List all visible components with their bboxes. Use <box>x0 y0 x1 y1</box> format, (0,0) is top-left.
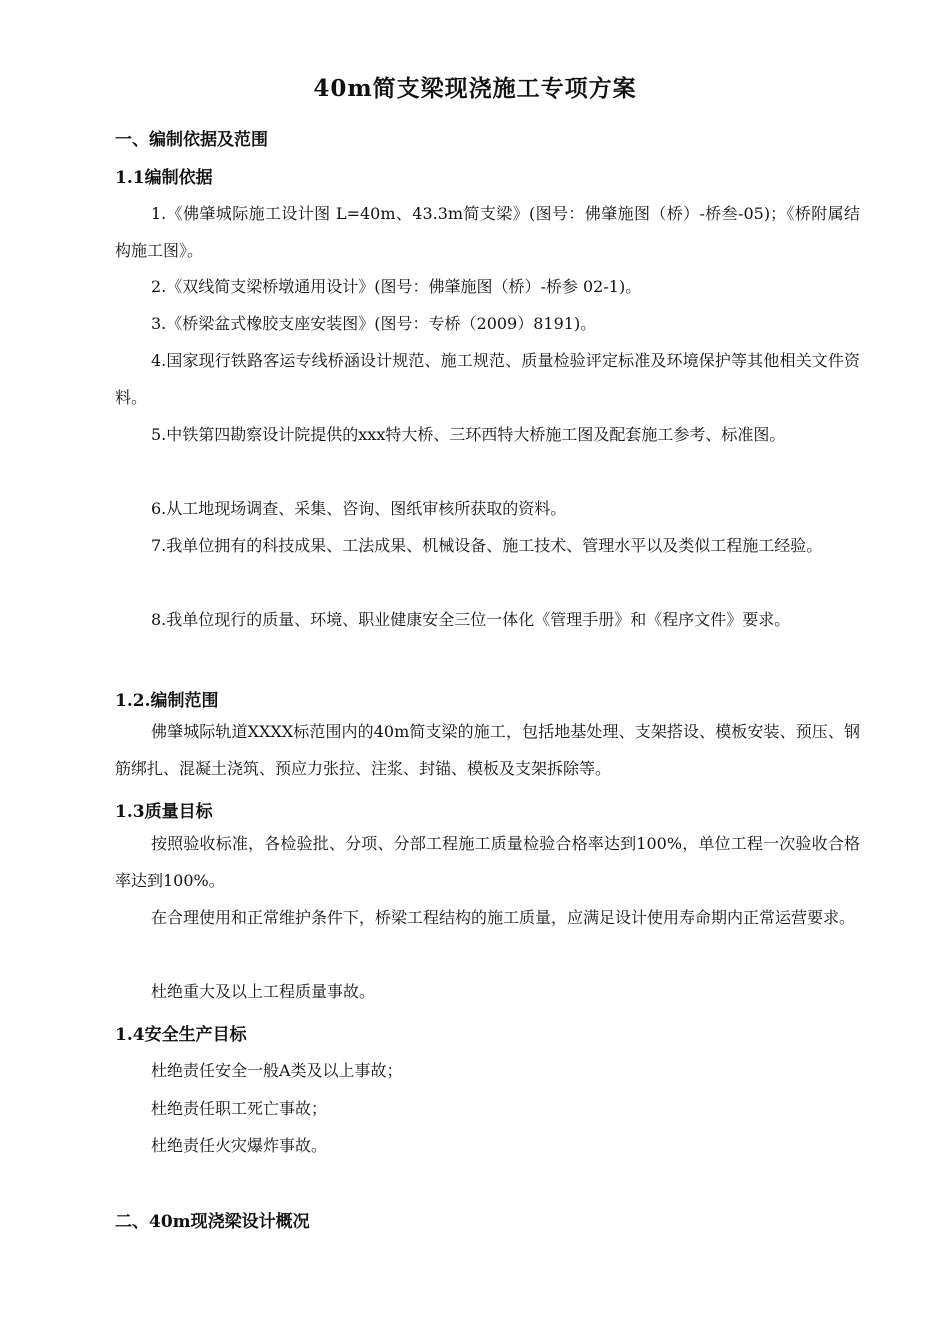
quality-item-2: 在合理使用和正常维护条件下，桥梁工程结构的施工质量，应满足设计使用寿命期内正常运营要求。 <box>151 908 856 927</box>
section-1-4-heading: 1.4安全生产目标 <box>115 1025 247 1045</box>
section-1-2-heading: 1.2.编制范围 <box>115 691 219 711</box>
section-1-3-heading: 1.3质量目标 <box>115 802 213 822</box>
quality-item-3: 杜绝重大及以上工程质量事故。 <box>151 982 376 1001</box>
basis-item-3: 3.《桥梁盆式橡胶支座安装图》(图号：专桥（2009）8191)。 <box>151 314 597 333</box>
basis-item-2: 2.《双线简支梁桥墩通用设计》(图号：佛肇施图（桥）-桥参 02-1)。 <box>151 277 642 296</box>
safety-item-1: 杜绝责任安全一般A类及以上事故； <box>151 1061 403 1080</box>
basis-item-5: 5.中铁第四勘察设计院提供的xxx特大桥、三环西特大桥施工图及配套施工参考、标准图。 <box>151 425 786 444</box>
basis-item-7: 7.我单位拥有的科技成果、工法成果、机械设备、施工技术、管理水平以及类似工程施工经验。 <box>151 536 823 555</box>
basis-item-1: 1.《佛肇城际施工设计图 L=40m、43.3m简支梁》(图号：佛肇施图（桥）-桥叁-05)；《桥附属结构施工图》。 <box>115 204 860 260</box>
section-2-heading: 二、40m现浇梁设计概况 <box>115 1212 310 1232</box>
basis-item-8: 8.我单位现行的质量、环境、职业健康安全三位一体化《管理手册》和《程序文件》要求。 <box>151 610 791 629</box>
document-title: 40m简支梁现浇施工专项方案 <box>313 75 637 102</box>
quality-item-1: 按照验收标准，各检验批、分项、分部工程施工质量检验合格率达到100%，单位工程一次验收合格率达到100%。 <box>115 834 860 890</box>
scope-paragraph: 佛肇城际轨道XXXX标范围内的40m简支梁的施工，包括地基处理、支架搭设、模板安装、预压、钢筋绑扎、混凝土浇筑、预应力张拉、注浆、封锚、模板及支架拆除等。 <box>115 722 860 778</box>
safety-item-3: 杜绝责任火灾爆炸事故。 <box>151 1136 328 1155</box>
safety-item-2: 杜绝责任职工死亡事故； <box>151 1099 328 1118</box>
section-1-heading: 一、编制依据及范围 <box>115 130 268 150</box>
section-1-1-heading: 1.1编制依据 <box>115 168 213 188</box>
basis-item-4: 4.国家现行铁路客运专线桥涵设计规范、施工规范、质量检验评定标准及环境保护等其他相关文件资料。 <box>115 351 860 407</box>
basis-item-6: 6.从工地现场调查、采集、咨询、图纸审核所获取的资料。 <box>151 499 567 518</box>
